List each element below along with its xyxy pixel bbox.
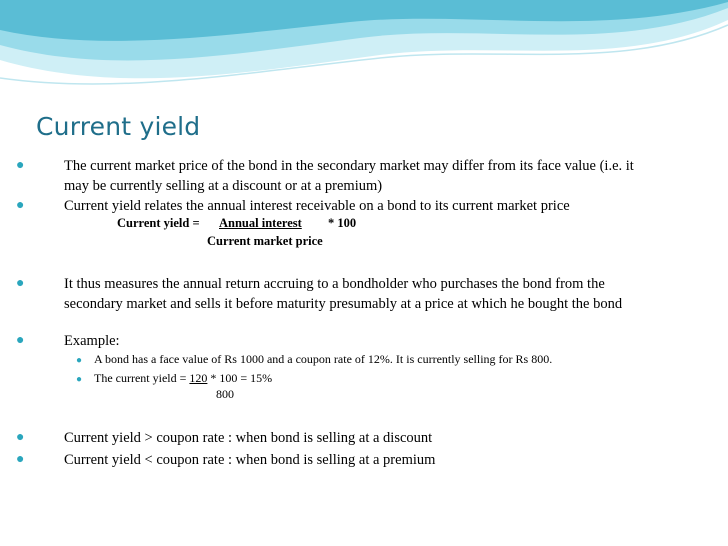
sub-bullet-2 xyxy=(94,370,272,386)
bullet-icon: ● xyxy=(16,452,25,467)
bullet-icon: ● xyxy=(16,430,25,445)
bullet-icon: ● xyxy=(16,158,25,173)
formula-denominator: Current market price xyxy=(207,234,323,248)
bullet-icon: ● xyxy=(16,333,25,348)
bullet-1-line-2: may be currently selling at a discount or at a premium) xyxy=(64,178,383,194)
bullet-5-line-1: Current yield > coupon rate : when bond is selling at a discount xyxy=(64,430,433,446)
sub-bullet-2-numerator: 120 xyxy=(189,371,208,385)
sub-bullet-2-suffix: * 100 = 15% xyxy=(207,371,273,385)
bullet-3-line-1: It thus measures the annual return accruing to a bondholder who purchases the bond from the xyxy=(64,276,605,292)
bullet-icon: ● xyxy=(16,276,25,291)
bullet-2-line-1: Current yield relates the annual interest receivable on a bond to its current market price xyxy=(64,198,570,214)
sub-bullet-2-prefix: The current yield = xyxy=(94,371,190,385)
bullet-6-line-1: Current yield < coupon rate : when bond is selling at a premium xyxy=(64,452,436,468)
formula-label: Current yield = xyxy=(117,216,200,230)
bullet-1-line-1: The current market price of the bond in the secondary market may differ from its face value (i.e. it xyxy=(64,158,634,174)
formula-multiplier: * 100 xyxy=(328,216,357,230)
bullet-3-line-2: secondary market and sells it before maturity presumably at a price at which he bought the bond xyxy=(64,296,623,312)
header-wave-decoration xyxy=(0,0,728,95)
slide-title: Current yield xyxy=(36,112,201,141)
bullet-icon: ● xyxy=(16,198,25,213)
sub-bullet-icon: ● xyxy=(76,374,83,385)
formula-numerator: Annual interest xyxy=(219,216,302,230)
sub-bullet-icon: ● xyxy=(76,355,83,366)
bullet-4-line-1: Example: xyxy=(64,333,120,349)
sub-bullet-1: A bond has a face value of Rs 1000 and a coupon rate of 12%. It is currently selling for Rs 800. xyxy=(94,352,553,366)
sub-bullet-2-denominator: 800 xyxy=(216,387,234,401)
